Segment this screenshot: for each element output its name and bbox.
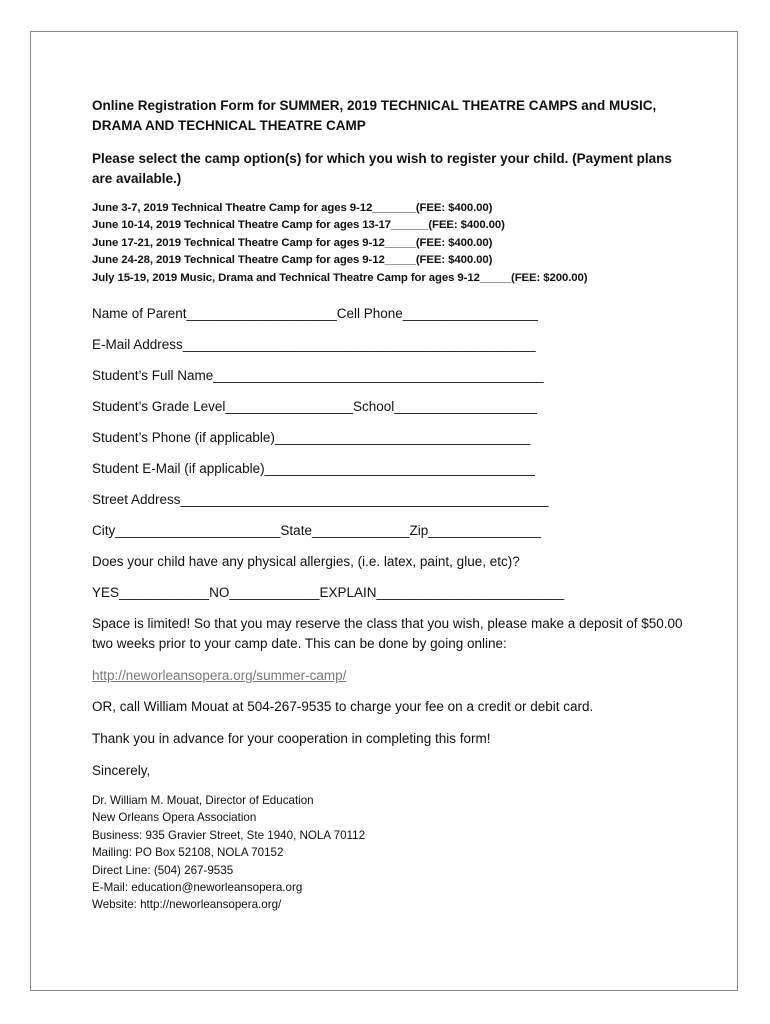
city-state-zip-field[interactable]: City______________________State_____________Zip_______________ — [92, 523, 541, 539]
form-title — [92, 96, 692, 136]
summer-camp-link[interactable]: http://neworleansopera.org/summer-camp/ — [92, 668, 347, 684]
camp-option[interactable]: July 15-19, 2019 Music, Drama and Technical Theatre Camp for ages 9-12_____(FEE: $200.00) — [92, 271, 588, 284]
parent-cellphone-field[interactable]: Name of Parent____________________Cell Phone__________________ — [92, 306, 538, 322]
signature-line: Direct Line: (504) 267-9535 — [92, 863, 234, 877]
camp-option[interactable]: June 10-14, 2019 Technical Theatre Camp for ages 13-17______(FEE: $400.00) — [92, 219, 505, 232]
deposit-text: Space is limited! So that you may reserve the class that you wish, please make a deposit of $50.00 two weeks prior to your camp date. This can be done by going online: — [92, 616, 683, 652]
email-address-field[interactable]: E-Mail Address_______________________________________________ — [92, 337, 536, 353]
closing: Sincerely, — [92, 763, 151, 779]
signature-line: Mailing: PO Box 52108, NOLA 70152 — [92, 846, 284, 860]
form-content — [92, 96, 692, 914]
street-address-field[interactable]: Street Address_________________________________________________ — [92, 492, 549, 508]
signature-line: Business: 935 Gravier Street, Ste 1940, NOLA 70112 — [92, 828, 366, 842]
student-full-name-field[interactable]: Student’s Full Name____________________________________________ — [92, 368, 544, 384]
allergy-answer-field[interactable]: YES____________NO____________EXPLAIN_________________________ — [92, 585, 565, 601]
signature-line: Dr. William M. Mouat, Director of Education — [92, 794, 314, 808]
camp-option[interactable]: June 24-28, 2019 Technical Theatre Camp for ages 9-12_____(FEE: $400.00) — [92, 254, 493, 267]
signature-line: New Orleans Opera Association — [92, 811, 257, 825]
camp-option[interactable]: June 3-7, 2019 Technical Theatre Camp for ages 9-12_______(FEE: $400.00) — [92, 202, 493, 214]
camp-instruction: Please select the camp option(s) for which you wish to register your child. (Payment plans are available.) — [92, 151, 672, 186]
call-text: OR, call William Mouat at 504-267-9535 to charge your fee on a credit or debit card. — [92, 699, 594, 715]
camp-options-list — [92, 200, 692, 287]
student-phone-field[interactable]: Student’s Phone (if applicable)__________________________________ — [92, 430, 531, 446]
signature-line: Website: http://neworleansopera.org/ — [92, 898, 282, 912]
grade-school-field[interactable]: Student’s Grade Level_________________School___________________ — [92, 399, 537, 415]
student-email-field[interactable]: Student E-Mail (if applicable)____________________________________ — [92, 461, 535, 477]
signature-line: E-Mail: education@neworleansopera.org — [92, 881, 303, 895]
form-title-line-2: DRAMA AND TECHNICAL THEATRE CAMP — [92, 118, 366, 133]
allergy-question: Does your child have any physical allergies, (i.e. latex, paint, glue, etc)? — [92, 554, 520, 570]
form-title-line-1: Online Registration Form for SUMMER, 2019 TECHNICAL THEATRE CAMPS and MUSIC, — [92, 98, 657, 113]
summer-camp-link-line — [92, 666, 692, 685]
camp-option[interactable]: June 17-21, 2019 Technical Theatre Camp for ages 9-12_____(FEE: $400.00) — [92, 236, 493, 249]
signature-block — [92, 792, 692, 914]
thanks-text: Thank you in advance for your cooperation in completing this form! — [92, 731, 491, 747]
document-page — [30, 31, 738, 991]
